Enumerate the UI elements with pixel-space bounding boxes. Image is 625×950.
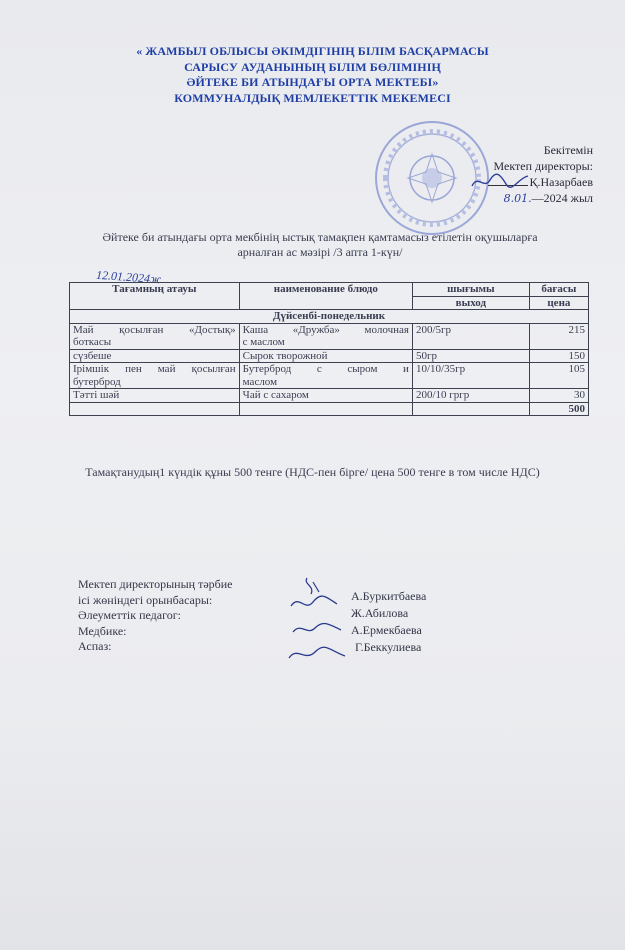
name-nurse: А.Ермекбаева: [351, 623, 422, 637]
dish-kz-line: бутерброд: [73, 375, 121, 388]
header-dish-name-ru: наименование блюдо: [239, 283, 412, 310]
header-price-kz: бағасы: [529, 283, 588, 297]
total-empty: [412, 402, 529, 416]
approval-date-line: 8.01.—2024 жыл: [503, 191, 593, 205]
handwritten-date: 12.01.2024ж: [95, 267, 162, 287]
heading-line-3: ӘЙТЕКЕ БИ АТЫНДАҒЫ ОРТА МЕКТЕБІ»: [186, 75, 439, 89]
heading-line-2: САРЫСУ АУДАНЫНЫҢ БІЛІМ БӨЛІМІНІҢ: [184, 59, 441, 74]
menu-title-line-1: Әйтеке би атындағы орта мекбінің ыстық тамақпен қамтамасыз етілетін оқушыларға: [102, 230, 538, 244]
menu-title-line-2: арналған ас мәзірі /3 апта 1-күн/: [237, 245, 403, 259]
dish-kz-line: Май қосылған «Достық»: [73, 323, 236, 336]
dish-kz: [70, 363, 240, 389]
heading-line-4: КОММУНАЛДЫҚ МЕМЛЕКЕТТІК МЕКЕМЕСІ: [174, 90, 451, 105]
dish-yield: 50гр: [412, 349, 529, 363]
staff-signatures: [285, 574, 355, 674]
dish-yield: 200/5гр: [412, 323, 529, 349]
header-price-ru: цена: [529, 296, 588, 310]
daily-cost-note: Тамақтанудың1 күндік құны 500 тенге (НДС-пен бірге/ цена 500 тенге в том числе НДС): [85, 465, 540, 479]
dish-ru: [239, 363, 412, 389]
table-row: [70, 389, 589, 403]
day-row: [70, 310, 589, 324]
role-deputy-line-2: ісі жөніндегі орынбасары:: [78, 592, 213, 607]
menu-table: [69, 282, 589, 416]
dish-ru-line: с маслом: [242, 336, 285, 348]
dish-yield: 200/10 гргр: [412, 389, 529, 403]
director-signature: [470, 170, 530, 192]
role-social-pedagogue: Әлеуметтік педагог:: [78, 608, 181, 622]
dish-ru: Чай с сахаром: [239, 389, 412, 403]
role-deputy-line-1: Мектеп директорының тәрбие: [78, 577, 233, 591]
total-price: 500: [529, 402, 588, 416]
dish-price: 215: [529, 323, 588, 349]
staff-roles: [78, 577, 233, 655]
total-row: [70, 402, 589, 416]
director-position: Мектеп директоры:: [493, 159, 593, 173]
approval-year: 2024 жыл: [543, 191, 593, 205]
total-empty: [239, 402, 412, 416]
staff-names: [351, 588, 426, 656]
dish-ru: Сырок творожной: [239, 349, 412, 363]
name-deputy: А.Буркитбаева: [351, 589, 427, 603]
name-social-pedagogue: Ж.Абилова: [351, 606, 409, 620]
dish-kz: Тәтті шәй: [70, 389, 240, 403]
approve-label: Бекітемін: [543, 143, 593, 157]
menu-title: [40, 230, 600, 260]
table-row: [70, 363, 589, 389]
role-cook: Аспаз:: [78, 639, 112, 653]
dish-yield: 10/10/35гр: [412, 363, 529, 389]
heading-line-1: « ЖАМБЫЛ ОБЛЫСЫ ӘКІМДІГІНІҢ БІЛІМ БАСҚАРМАСЫ: [136, 44, 489, 58]
dish-kz-line: боткасы: [73, 336, 112, 348]
director-name: Қ.Назарбаев: [529, 175, 593, 189]
table-row: [70, 349, 589, 363]
role-nurse: Медбике:: [78, 623, 127, 638]
dish-kz-line: Ірімшік пен май қосылған: [73, 363, 236, 375]
dish-ru-line: маслом: [242, 375, 278, 388]
day-label: Дүйсенбі-понедельник: [70, 310, 589, 324]
dish-price: 150: [529, 349, 588, 363]
table-row: [70, 323, 589, 349]
dish-ru: [239, 323, 412, 349]
dish-kz: сүзбеше: [70, 349, 240, 363]
table-header-row: [70, 283, 589, 297]
header-dish-name-kz: Тағамның атауы: [70, 283, 240, 310]
header-yield-kz: шығымы: [412, 283, 529, 297]
dish-price: 30: [529, 389, 588, 403]
handwritten-approval-date: 8.01.: [503, 192, 532, 205]
header-yield-ru: выход: [412, 296, 529, 310]
dish-ru-line: Каша «Дружба» молочная: [242, 323, 409, 336]
total-empty: [70, 402, 240, 416]
dish-price: 105: [529, 363, 588, 389]
name-cook: Г.Беккулиева: [355, 640, 422, 654]
dish-kz: [70, 323, 240, 349]
dish-ru-line: Бутерброд с сыром и: [242, 363, 409, 375]
institution-heading: [0, 44, 625, 106]
